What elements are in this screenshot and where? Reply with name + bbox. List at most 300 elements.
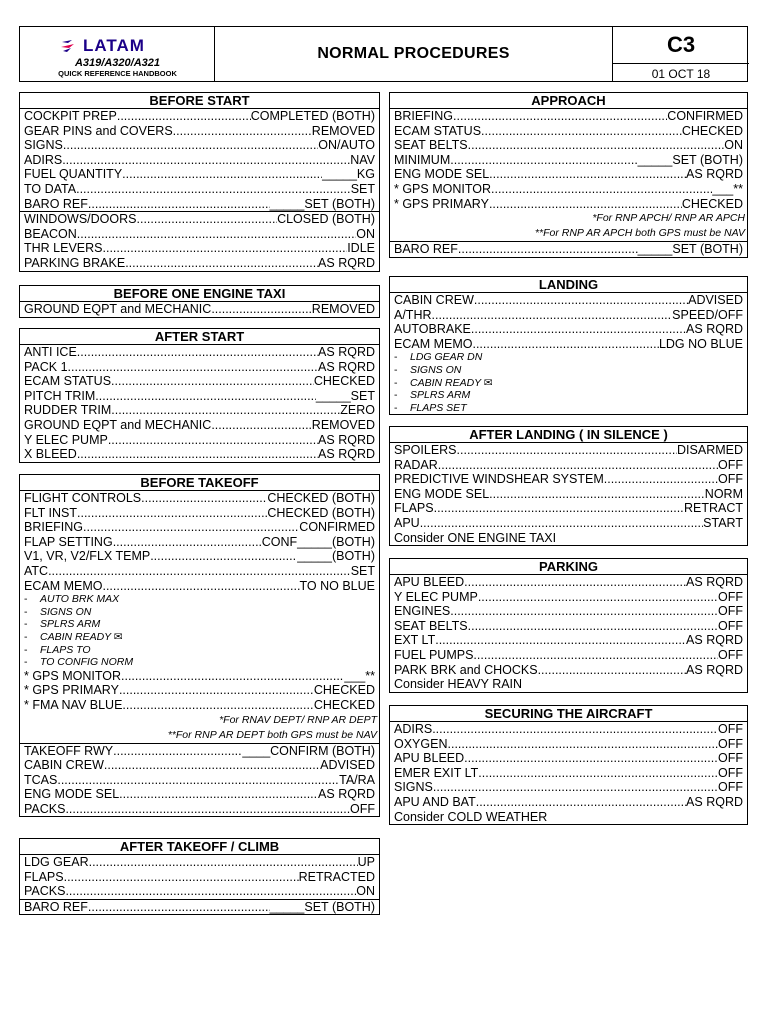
checklist-item xyxy=(20,535,379,550)
checklist-item xyxy=(20,403,379,418)
item-value: REMOVED xyxy=(311,123,375,138)
item-value: CHECKED xyxy=(681,123,743,138)
leader-dots xyxy=(89,855,358,870)
leader-dots xyxy=(468,138,725,153)
leader-dots xyxy=(77,447,318,462)
sub-item-text: SIGNS ON xyxy=(410,363,462,376)
sub-item-text: FLAPS SET xyxy=(410,401,467,414)
leader-dots xyxy=(83,520,299,535)
item-value: AS RQRD xyxy=(686,575,743,589)
item-value: AS RQRD xyxy=(318,787,375,802)
sub-item xyxy=(390,389,747,402)
item-label: PITCH TRIM xyxy=(24,388,96,403)
item-label: TCAS xyxy=(24,772,58,787)
section-after-landing xyxy=(389,426,748,546)
checklist-item xyxy=(390,619,747,634)
checklist-item xyxy=(20,256,379,271)
sub-item xyxy=(20,618,379,631)
item-value: CHECKED (BOTH) xyxy=(267,505,375,520)
item-label: BRIEFING xyxy=(24,520,84,535)
checklist-item xyxy=(390,501,747,516)
item-value: OFF xyxy=(718,765,743,780)
leader-dots xyxy=(473,648,718,663)
checklist-item xyxy=(20,138,379,153)
item-value: _____SET (BOTH) xyxy=(269,899,375,914)
section-title: BEFORE TAKEOFF xyxy=(20,475,379,491)
leader-dots xyxy=(137,212,278,227)
leader-dots xyxy=(77,227,356,242)
dash-marker: - xyxy=(24,605,28,618)
item-label: FLIGHT CONTROLS xyxy=(24,491,142,505)
item-label: FUEL QUANTITY xyxy=(24,167,123,182)
checklist-item xyxy=(390,241,747,257)
item-label: FLAPS xyxy=(394,501,434,516)
item-value: AS RQRD xyxy=(318,359,375,374)
checklist-item xyxy=(20,433,379,448)
leader-dots xyxy=(448,737,719,752)
leader-dots xyxy=(457,443,677,458)
checklist-item xyxy=(390,197,747,212)
item-label: THR LEVERS xyxy=(24,241,103,256)
checklist-item xyxy=(390,182,747,197)
checklist-item xyxy=(390,293,747,308)
checklist-item xyxy=(20,669,379,684)
item-label: A/THR xyxy=(394,307,432,322)
item-label: V1, VR, V2/FLX TEMP xyxy=(24,549,151,564)
item-value: AS RQRD xyxy=(318,447,375,462)
section-before-takeoff xyxy=(19,474,380,817)
leader-dots xyxy=(65,802,350,817)
leader-dots xyxy=(478,766,718,781)
item-label: CABIN CREW xyxy=(394,293,474,307)
dash-marker: - xyxy=(24,630,28,643)
item-value: OFF xyxy=(718,751,743,766)
item-label: ADIRS xyxy=(24,152,63,167)
item-value: RETRACT xyxy=(683,501,743,516)
item-value: ___** xyxy=(712,181,743,196)
item-value: LDG NO BLUE xyxy=(658,336,743,351)
item-label: OXYGEN xyxy=(394,736,448,751)
sub-item xyxy=(390,402,747,415)
checklist-item xyxy=(390,167,747,182)
item-label: PACKS xyxy=(24,801,66,816)
item-label: BARO REF xyxy=(24,899,88,914)
item-label: EXT LT xyxy=(394,633,436,648)
item-label: * GPS PRIMARY xyxy=(24,683,119,698)
leader-dots xyxy=(434,501,684,516)
checklist-item xyxy=(390,109,747,124)
section-parking xyxy=(389,558,748,693)
item-label: SIGNS xyxy=(394,780,433,795)
section-after-takeoff-climb xyxy=(19,838,380,915)
sub-item-text: SIGNS ON xyxy=(40,605,92,618)
checklist-item xyxy=(390,751,747,766)
item-value: OFF xyxy=(718,736,743,751)
item-label: FUEL PUMPS xyxy=(394,647,474,662)
dash-marker: - xyxy=(394,351,398,364)
item-label: ECAM STATUS xyxy=(24,374,112,389)
item-label: ECAM MEMO xyxy=(394,336,473,351)
logo-cell xyxy=(20,27,215,81)
leader-dots xyxy=(432,308,673,323)
item-label: ADIRS xyxy=(394,722,433,736)
checklist-item xyxy=(390,153,747,168)
checklist-item xyxy=(390,487,747,502)
leader-dots xyxy=(77,345,318,360)
item-value: RETRACTED xyxy=(298,869,375,884)
sub-item-text: LDG GEAR DN xyxy=(410,351,483,364)
item-label: BARO REF xyxy=(394,242,458,257)
leader-dots xyxy=(119,787,318,802)
checklist-item xyxy=(20,211,379,227)
leader-dots xyxy=(450,604,718,619)
checklist-item xyxy=(390,337,747,352)
checklist-item xyxy=(20,683,379,698)
item-label: Y ELEC PUMP xyxy=(24,432,108,447)
item-value: AS RQRD xyxy=(686,633,743,648)
item-label: AUTOBRAKE xyxy=(394,322,471,337)
checklist-item xyxy=(390,138,747,153)
section-before-start xyxy=(19,92,380,272)
checklist-item xyxy=(390,766,747,781)
sub-item-text: CABIN READY ✉ xyxy=(410,376,493,389)
section-title: PARKING xyxy=(390,559,747,575)
item-label: ENG MODE SEL xyxy=(394,167,490,182)
sub-item-text: FLAPS TO xyxy=(40,643,91,656)
checklist-item xyxy=(390,443,747,458)
leader-dots xyxy=(62,153,350,168)
item-value: _____KG xyxy=(322,167,375,182)
section-after-start xyxy=(19,328,380,463)
leader-dots xyxy=(88,197,270,212)
item-value: CHECKED xyxy=(313,683,375,698)
code-cell xyxy=(613,27,749,81)
item-label: APU BLEED xyxy=(394,575,465,589)
sub-item xyxy=(390,377,747,390)
item-value: OFF xyxy=(718,472,743,487)
item-label: RADAR xyxy=(394,457,438,472)
checklist-item xyxy=(20,302,379,317)
item-label: LDG GEAR xyxy=(24,855,89,869)
checklist-item xyxy=(20,389,379,404)
leader-dots xyxy=(121,669,344,684)
item-value: CONF_____(BOTH) xyxy=(261,534,375,549)
item-value: OFF xyxy=(718,722,743,736)
checklist-item xyxy=(390,604,747,619)
checklist-item xyxy=(20,491,379,506)
item-label: * GPS MONITOR xyxy=(394,181,492,196)
item-label: ECAM MEMO xyxy=(24,578,103,593)
item-value: AS RQRD xyxy=(686,167,743,182)
checklist-item xyxy=(20,374,379,389)
section-title: AFTER LANDING ( IN SILENCE ) xyxy=(390,427,747,443)
item-label: X BLEED xyxy=(24,447,77,462)
item-label: * GPS MONITOR xyxy=(24,668,122,683)
footnote: **For RNP AR DEPT both GPS must be NAV xyxy=(167,728,377,741)
leader-dots xyxy=(489,487,705,502)
item-value: _____SET xyxy=(315,388,375,403)
item-value: CONFIRMED xyxy=(667,109,743,123)
item-label: RUDDER TRIM xyxy=(24,403,112,418)
leader-dots xyxy=(102,579,299,594)
item-label: PARK BRK and CHOCKS xyxy=(394,662,538,677)
checklist-item xyxy=(20,884,379,899)
leader-dots xyxy=(48,564,351,579)
dash-marker: - xyxy=(394,363,398,376)
checklist-item xyxy=(20,899,379,915)
section-securing-aircraft xyxy=(389,705,748,825)
leader-dots xyxy=(113,744,242,759)
leader-dots xyxy=(77,506,267,521)
leader-dots xyxy=(95,389,316,404)
item-value: COMPLETED (BOTH) xyxy=(250,109,375,123)
leader-dots xyxy=(57,773,339,788)
checklist-item xyxy=(20,549,379,564)
item-label: BRIEFING xyxy=(394,109,454,123)
dash-marker: - xyxy=(24,643,28,656)
item-value: ADVISED xyxy=(688,293,743,307)
item-label: ECAM STATUS xyxy=(394,123,482,138)
item-value: UP xyxy=(357,855,375,869)
checklist-item xyxy=(20,773,379,788)
item-value: _____SET (BOTH) xyxy=(637,242,743,257)
checklist-item xyxy=(20,506,379,521)
item-value: ON xyxy=(356,884,375,899)
checklist-item xyxy=(390,590,747,605)
section-approach xyxy=(389,92,748,258)
item-value: CHECKED xyxy=(681,196,743,211)
item-value: ON xyxy=(724,138,743,153)
leader-dots xyxy=(111,374,314,389)
leader-dots xyxy=(173,124,312,139)
sub-item xyxy=(390,351,747,364)
checklist-item xyxy=(20,345,379,360)
item-label: FLAP SETTING xyxy=(24,534,113,549)
checklist-item xyxy=(20,197,379,212)
leader-dots xyxy=(471,322,686,337)
item-value: CHECKED xyxy=(313,697,375,712)
checklist-item xyxy=(390,780,747,795)
item-label: ENG MODE SEL xyxy=(394,486,490,501)
handbook-name: QUICK REFERENCE HANDBOOK xyxy=(58,69,177,78)
checklist-item xyxy=(20,109,379,124)
consider-note: Consider COLD WEATHER xyxy=(394,809,548,824)
checklist-item xyxy=(20,743,379,759)
item-value: ADVISED xyxy=(320,758,375,773)
item-label: BEACON xyxy=(24,226,77,241)
item-value: TO NO BLUE xyxy=(299,578,375,593)
leader-dots xyxy=(472,337,658,352)
checklist-item xyxy=(20,520,379,535)
leader-dots xyxy=(478,590,718,605)
item-value: AS RQRD xyxy=(318,345,375,359)
item-value: ___** xyxy=(344,668,375,683)
checklist-item xyxy=(390,795,747,810)
item-label: SEAT BELTS xyxy=(394,138,468,153)
checklist-item xyxy=(20,564,379,579)
item-label: * FMA NAV BLUE xyxy=(24,697,123,712)
item-label: Y ELEC PUMP xyxy=(394,589,478,604)
item-value: CHECKED xyxy=(313,374,375,389)
item-label: TO DATA xyxy=(24,181,77,196)
footnote: *For RNAV DEPT/ RNP AR DEPT xyxy=(219,713,377,726)
item-value: AS RQRD xyxy=(686,322,743,337)
item-label: FLT INST xyxy=(24,505,78,520)
leader-dots xyxy=(68,360,319,375)
item-value: TA/RA xyxy=(339,772,375,787)
leader-dots xyxy=(63,138,318,153)
section-title: APPROACH xyxy=(390,93,747,109)
item-value: OFF xyxy=(718,780,743,795)
leader-dots xyxy=(538,663,686,678)
aircraft-models: A319/A320/A321 xyxy=(74,57,160,69)
leader-dots xyxy=(453,109,667,124)
leader-dots xyxy=(88,900,270,915)
item-value: IDLE xyxy=(347,241,375,256)
sub-item-text: TO CONFIG NORM xyxy=(40,656,134,669)
checklist-item xyxy=(20,227,379,242)
item-label: COCKPIT PREP xyxy=(24,109,117,123)
item-value: _____SET (BOTH) xyxy=(269,196,375,211)
checklist-item xyxy=(20,855,379,870)
checklist-item xyxy=(20,802,379,817)
checklist-item xyxy=(20,447,379,462)
item-value: REMOVED xyxy=(311,302,375,316)
leader-dots xyxy=(604,472,718,487)
item-value: AS RQRD xyxy=(686,794,743,809)
leader-dots xyxy=(211,418,311,433)
leader-dots xyxy=(432,722,718,737)
item-value: ON xyxy=(356,226,375,241)
checklist-item xyxy=(20,698,379,713)
dash-marker: - xyxy=(24,618,28,631)
item-value: START xyxy=(703,515,743,530)
leader-dots xyxy=(464,751,718,766)
checklist-item xyxy=(20,182,379,197)
item-label: PACK 1 xyxy=(24,359,68,374)
item-label: PARKING BRAKE xyxy=(24,255,126,270)
item-label: ATC xyxy=(24,563,49,578)
item-value: CHECKED (BOTH) xyxy=(267,491,375,505)
checklist-item xyxy=(20,167,379,182)
leader-dots xyxy=(108,433,318,448)
section-title: AFTER START xyxy=(20,329,379,345)
dash-marker: - xyxy=(24,593,28,606)
leader-dots xyxy=(64,870,299,885)
item-value: AS RQRD xyxy=(318,255,375,270)
latam-logo-icon xyxy=(60,39,78,53)
item-value: REMOVED xyxy=(311,417,375,432)
leader-dots xyxy=(117,109,251,124)
dash-marker: - xyxy=(394,401,398,414)
leader-dots xyxy=(125,256,318,271)
item-value: OFF xyxy=(718,457,743,472)
consider-note: Consider HEAVY RAIN xyxy=(394,677,523,692)
item-value: NORM xyxy=(704,486,743,501)
checklist-item xyxy=(390,737,747,752)
checklist-item xyxy=(390,322,747,337)
checklist-item xyxy=(390,575,747,590)
item-label: ENGINES xyxy=(394,604,451,619)
item-value: CONFIRMED xyxy=(299,520,375,535)
leader-dots xyxy=(468,619,718,634)
sub-item-text: SPLRS ARM xyxy=(40,618,101,631)
latam-logo xyxy=(60,36,145,56)
checklist-item xyxy=(390,124,747,139)
checklist-item xyxy=(20,241,379,256)
section-title: AFTER TAKEOFF / CLIMB xyxy=(20,839,379,855)
leader-dots xyxy=(113,535,262,550)
sub-item xyxy=(20,631,379,644)
item-value: OFF xyxy=(718,589,743,604)
item-value: SET xyxy=(350,563,375,578)
checklist-item xyxy=(20,153,379,168)
checklist-item xyxy=(20,418,379,433)
checklist-item xyxy=(390,633,747,648)
sub-item xyxy=(20,656,379,669)
checklist-item xyxy=(20,787,379,802)
item-label: CABIN CREW xyxy=(24,758,104,773)
item-label: ANTI ICE xyxy=(24,345,77,359)
item-value: CLOSED (BOTH) xyxy=(277,212,375,227)
leader-dots xyxy=(433,780,718,795)
leader-dots xyxy=(438,458,718,473)
leader-dots xyxy=(476,795,686,810)
checklist-item xyxy=(20,124,379,139)
item-label: APU xyxy=(394,515,420,530)
item-value: AS RQRD xyxy=(686,662,743,677)
sub-item-text: SPLRS ARM xyxy=(410,389,471,402)
item-label: SPOILERS xyxy=(394,443,457,457)
checklist-item xyxy=(390,472,747,487)
checklist-item xyxy=(390,516,747,531)
leader-dots xyxy=(481,124,682,139)
item-value: NAV xyxy=(350,152,375,167)
leader-dots xyxy=(150,549,297,564)
item-value: OFF xyxy=(718,647,743,662)
checklist-item xyxy=(20,870,379,885)
dash-marker: - xyxy=(394,389,398,402)
item-value: DISARMED xyxy=(677,443,743,457)
sub-item xyxy=(20,644,379,657)
consider-note: Consider ONE ENGINE TAXI xyxy=(394,530,557,545)
leader-dots xyxy=(119,683,314,698)
leader-dots xyxy=(491,182,712,197)
dash-marker: - xyxy=(24,656,28,669)
checklist-item xyxy=(390,648,747,663)
item-label: GROUND EQPT and MECHANIC xyxy=(24,302,212,316)
section-title: LANDING xyxy=(390,277,747,293)
leader-dots xyxy=(122,698,313,713)
item-label: APU BLEED xyxy=(394,751,465,766)
item-value: OFF xyxy=(718,604,743,619)
item-value: AS RQRD xyxy=(318,432,375,447)
item-label: EMER EXIT LT xyxy=(394,765,479,780)
page-code: C3 xyxy=(613,27,749,64)
leader-dots xyxy=(122,167,322,182)
sub-item xyxy=(20,593,379,606)
leader-dots xyxy=(489,167,686,182)
footnote: *For RNP APCH/ RNP AR APCH xyxy=(592,212,745,225)
leader-dots xyxy=(211,302,311,317)
checklist-item xyxy=(20,758,379,773)
leader-dots xyxy=(489,197,682,212)
item-value: _____SET (BOTH) xyxy=(637,152,743,167)
item-label: FLAPS xyxy=(24,869,64,884)
item-label: SIGNS xyxy=(24,138,63,153)
item-value: ZERO xyxy=(340,403,375,418)
item-label: GEAR PINS and COVERS xyxy=(24,123,173,138)
